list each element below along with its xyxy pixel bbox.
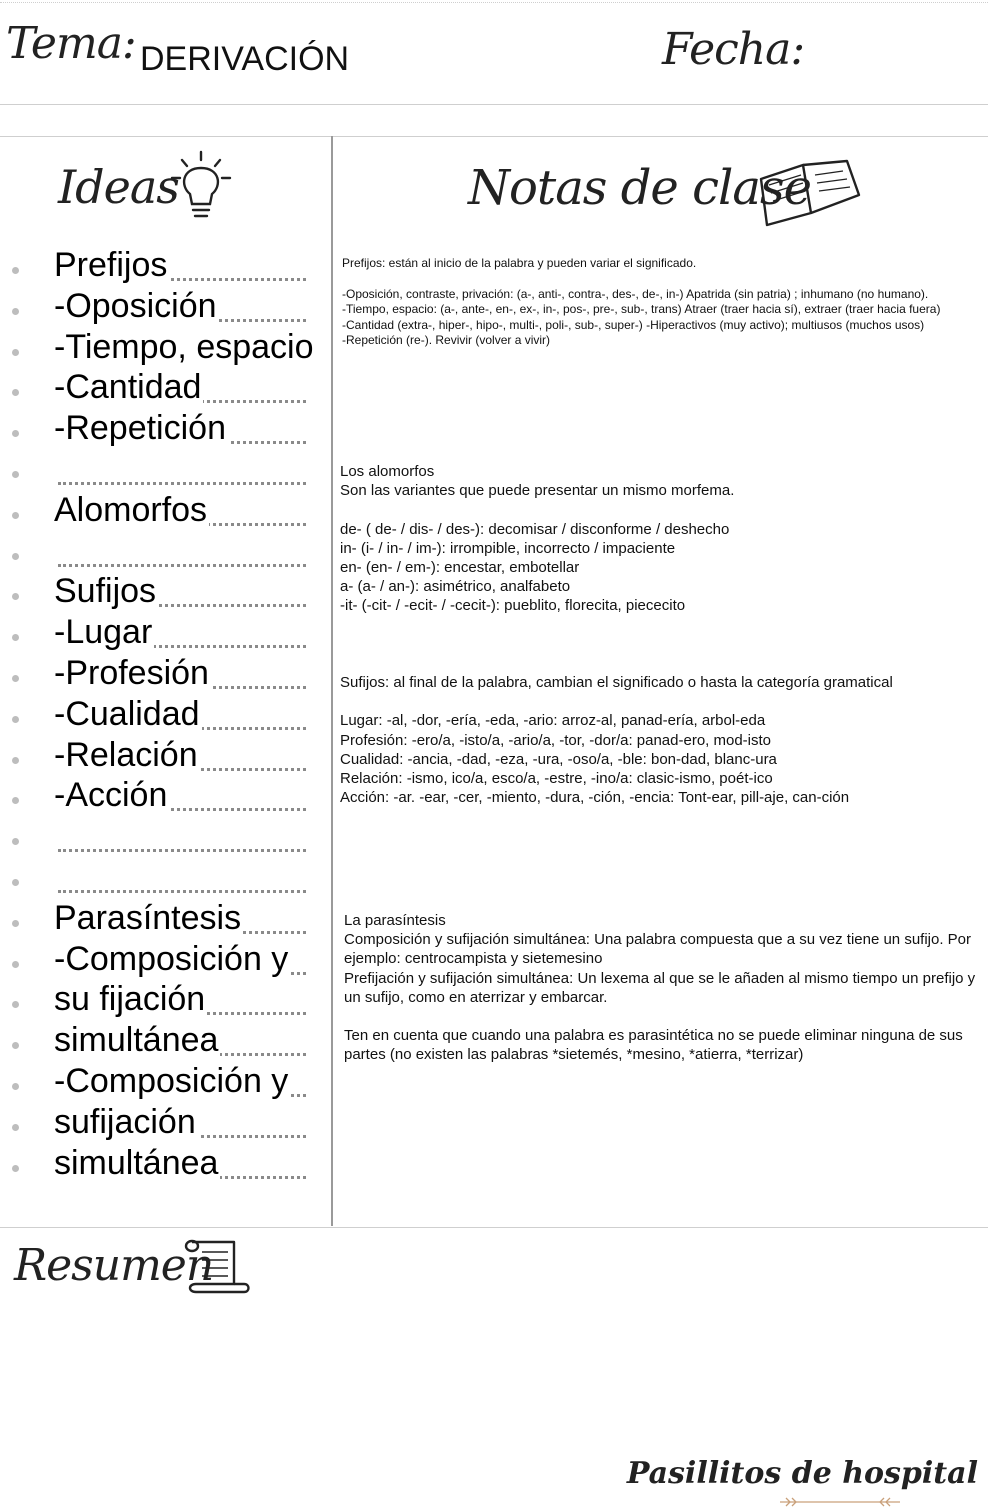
idea-row[interactable] [0, 245, 330, 286]
idea-text: -Relación [54, 735, 198, 774]
bullet-icon [12, 797, 19, 804]
idea-text: Parasíntesis [54, 898, 242, 937]
bullet-icon [12, 471, 19, 478]
bullet-icon [12, 389, 19, 396]
notes-prefijos: Prefijos: están al inicio de la palabra y pueden variar el significado. -Oposición, contraste, privación: (a-, anti-, contra-, des-, de-, in-) Apatrida (sin patria) ; inhumano (no humano). -Tiempo, espacio: (a-, ante-, en-, ex-, in-, pos-, pre-, sub-, trans) Atraer (traer hacia sí), extraer (traer hacia fuera) -Cantidad (extra-, hiper-, hipo-, multi-, poli-, sub-, super-) -Hiperactivos (muy activo); multiusos (muchos usos) -Repetición (re-). Revivir (volver a vivir) [342, 256, 941, 348]
idea-row[interactable] [0, 898, 330, 939]
dotted-line [58, 849, 306, 852]
summary-heading: Resumen [14, 1240, 214, 1291]
idea-text: -Lugar [54, 613, 153, 652]
bullet-icon [12, 879, 19, 886]
idea-text: -Repetición [54, 409, 226, 448]
brand-signature: Pasillitos de hospital [626, 1456, 978, 1491]
scroll-icon [182, 1236, 252, 1299]
bullet-icon [12, 593, 19, 600]
idea-text: -Tiempo, espacio [54, 327, 314, 366]
bullet-icon [12, 308, 19, 315]
idea-row[interactable] [0, 1102, 330, 1143]
bullet-icon [12, 1124, 19, 1131]
idea-text: su fijación [54, 980, 206, 1019]
notes-alomorfos: Los alomorfos Son las variantes que puede presentar un mismo morfema. de- ( de- / dis- / des-): decomisar / disconforme / deshecho in- (i- / in- / im-): irrompible, incorrecto / impaciente en- (en- / em-): encestar, embotellar a- (a- / an-): asimétrico, analfabeto -it- (-cit- / -ecit- / -cecit-): pueblito, florecita, piececito [340, 463, 735, 615]
idea-row[interactable] [0, 1143, 330, 1184]
idea-text: -Composición y [54, 939, 289, 978]
idea-text: simultánea [54, 1021, 219, 1060]
idea-text: -Cantidad [54, 368, 202, 407]
idea-row[interactable] [0, 571, 330, 612]
bullet-icon [12, 1083, 19, 1090]
idea-text: -Acción [54, 776, 168, 815]
dotted-line [58, 564, 306, 567]
idea-text: Sufijos [54, 572, 157, 611]
bullet-icon [12, 716, 19, 723]
idea-text: simultánea [54, 1143, 219, 1182]
bullet-icon [12, 675, 19, 682]
lightbulb-icon [168, 150, 234, 227]
header-divider-lower [0, 136, 988, 137]
bullet-icon [12, 349, 19, 356]
column-divider [331, 136, 333, 1226]
bullet-icon [12, 553, 19, 560]
idea-row[interactable] [0, 408, 330, 449]
bullet-icon [12, 430, 19, 437]
idea-text: -Profesión [54, 654, 209, 692]
idea-row[interactable] [0, 735, 330, 776]
bullet-icon [12, 1165, 19, 1172]
notes-parasintesis: La parasíntesis Composición y sufijación simultánea: Una palabra compuesta que a su vez tiene un sufijo. Por ejemplo: centrocampista y sietemesino Prefijación y sufijación simultánea: Un lexema al que se le añaden al mismo tiempo un prefijo y un sufijo, como en aterrizar y embarcar. Ten en cuenta que cuando una palabra es parasintética no se puede eliminar ninguna de sus partes (no existen las palabras *sietemés, *mesino, *atierra, *terrizar) [344, 912, 976, 1064]
idea-text: Alomorfos [54, 490, 208, 529]
bullet-icon [12, 920, 19, 927]
idea-row[interactable] [0, 939, 330, 980]
idea-row[interactable] [0, 1020, 330, 1061]
notes-heading: Notas de clase [468, 160, 811, 216]
idea-text: -Cualidad [54, 694, 200, 733]
idea-row[interactable] [0, 857, 330, 898]
top-border [0, 2, 988, 3]
ideas-heading: Ideas [58, 160, 179, 214]
idea-row[interactable] [0, 367, 330, 408]
idea-row[interactable] [0, 531, 330, 572]
dotted-line [58, 890, 306, 893]
open-book-icon [755, 155, 865, 232]
notes-sufijos: Sufijos: al final de la palabra, cambian el significado o hasta la categoría gramatical Lugar: -al, -dor, -ería, -eda, -ario: arroz-al, panad-ería, arbol-eda Profesión: -ero/a, -isto/a, -ario/a, -tor, -dor/a: panad-ero, mod-isto Cualidad: -ancia, -dad, -eza, -ura, -oso/a, -ble: bon-dad, blanc-ura Relación: -ismo, ico/a, esco/a, -estre, -ino/a: clasic-ismo, poét-ico Acción: -ar. -ear, -cer, -miento, -dura, -ción, -encia: Tont-ear, pill-aje, can-ción [340, 674, 893, 807]
idea-row[interactable] [0, 816, 330, 857]
dotted-line [58, 482, 306, 485]
idea-row[interactable] [0, 286, 330, 327]
idea-text: -Oposición [54, 286, 217, 325]
date-label: Fecha: [662, 24, 805, 75]
idea-row[interactable] [0, 327, 330, 368]
idea-row[interactable] [0, 612, 330, 653]
arrow-ornament-icon [780, 1494, 900, 1512]
bullet-icon [12, 961, 19, 968]
bullet-icon [12, 838, 19, 845]
bullet-icon [12, 634, 19, 641]
idea-text: -Composición y [54, 1062, 289, 1100]
bullet-icon [12, 267, 19, 274]
bullet-icon [12, 757, 19, 764]
bullet-icon [12, 1001, 19, 1008]
topic-value[interactable]: DERIVACIÓN [140, 40, 350, 78]
idea-text: Prefijos [54, 246, 168, 284]
idea-row[interactable] [0, 694, 330, 735]
idea-text: sufijación [54, 1102, 196, 1141]
summary-divider [0, 1227, 988, 1228]
idea-row[interactable] [0, 1061, 330, 1102]
idea-row[interactable] [0, 775, 330, 816]
idea-row[interactable] [0, 979, 330, 1020]
bullet-icon [12, 512, 19, 519]
topic-label: Tema: [6, 18, 136, 69]
idea-row[interactable] [0, 449, 330, 490]
idea-row[interactable] [0, 653, 330, 694]
bullet-icon [12, 1042, 19, 1049]
header-divider [0, 104, 988, 105]
idea-row[interactable] [0, 490, 330, 531]
